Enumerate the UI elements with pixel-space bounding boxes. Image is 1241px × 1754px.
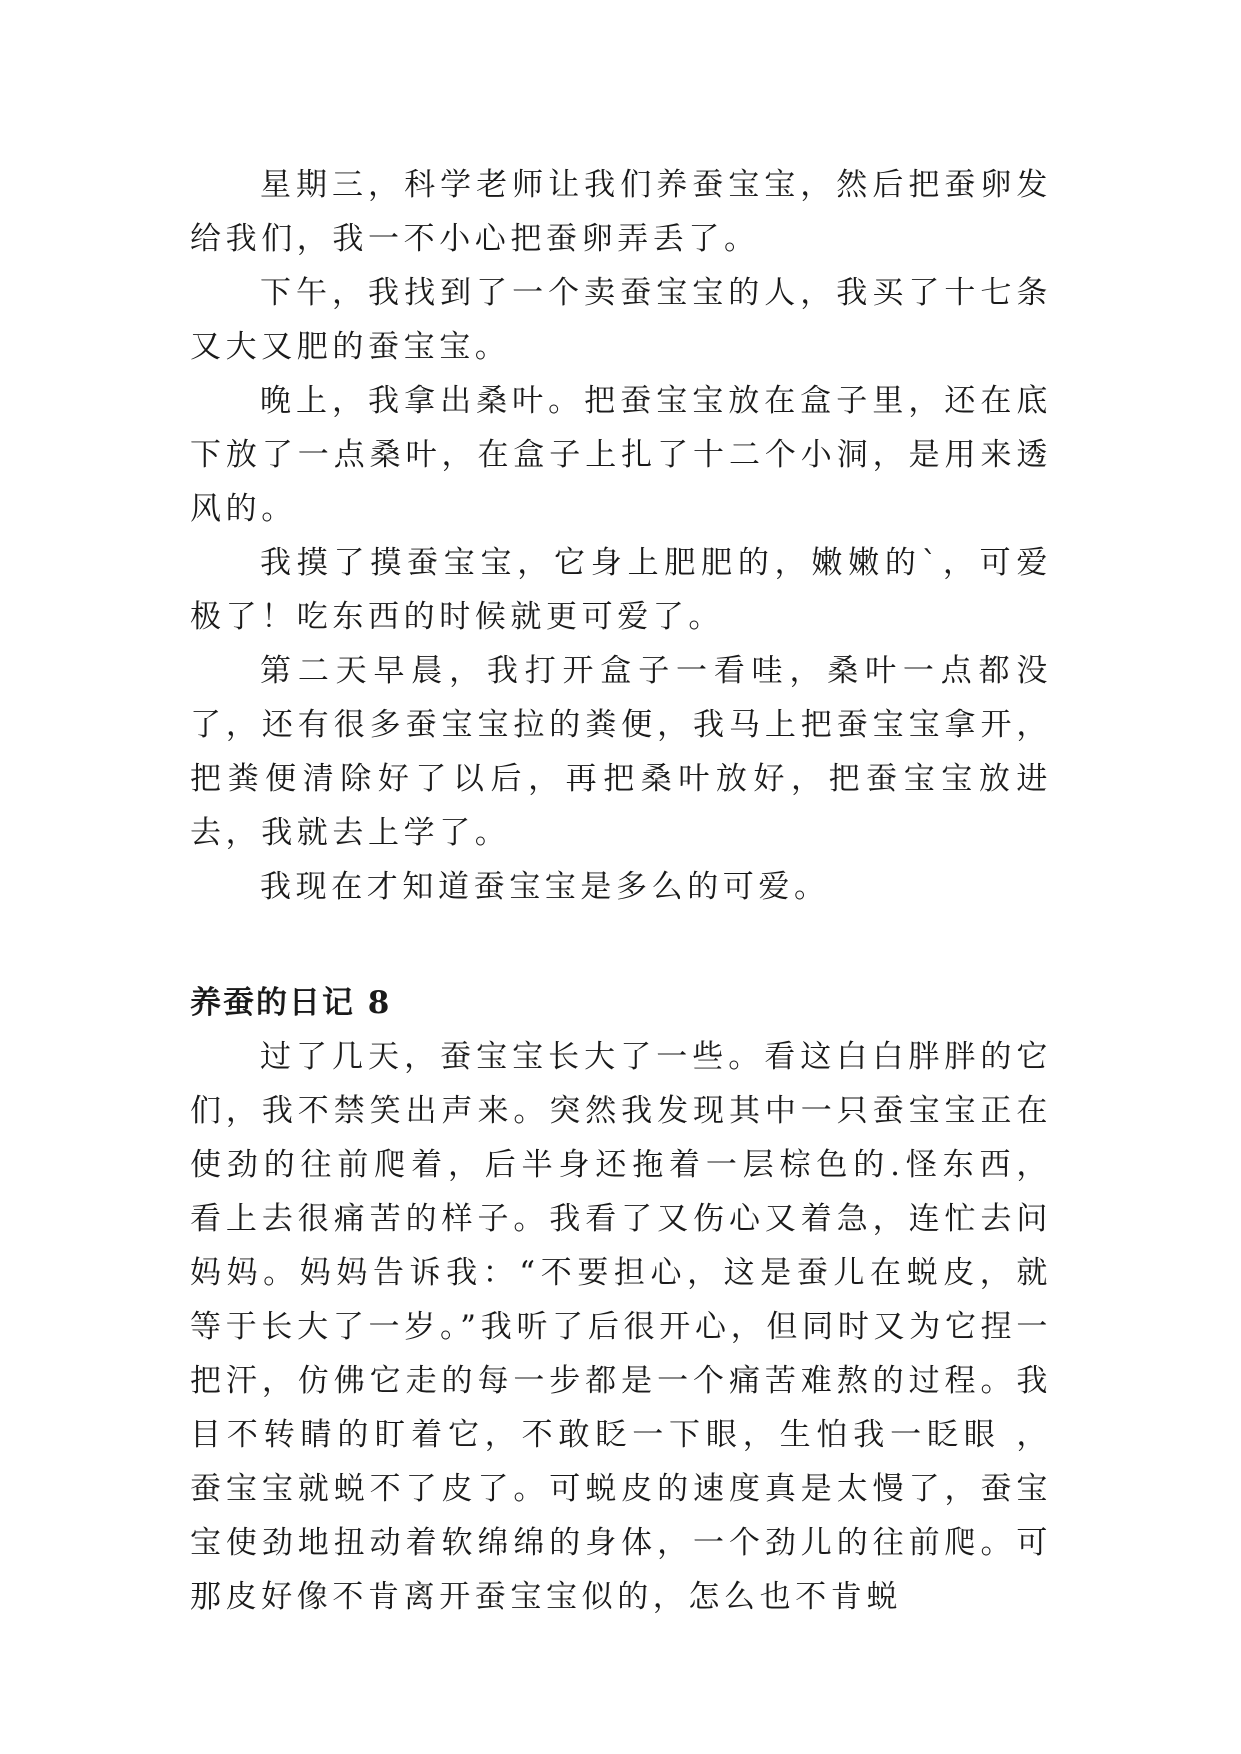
paragraph: 过了几天，蚕宝宝长大了一些。看这白白胖胖的它们，我不禁笑出声来。突然我发现其中一只蚕宝宝正在使劲的往前爬着，后半身还拖着一层棕色的.怪东西，看上去很痛苦的样子。我看了又伤心又着急，连忙去问妈妈。妈妈告诉我：“不要担心，这是蚕儿在蜕皮，就等于长大了一岁。”我听了后很开心，但同时又为它捏一把汗，仿佛它走的每一步都是一个痛苦难熬的过程。我目不转睛的盯着它，不敢眨一下眼，生怕我一眨眼 ，蚕宝宝就蜕不了皮了。可蜕皮的速度真是太慢了，蚕宝宝使劲地扭动着软绵绵的身体，一个劲儿的往前爬。可那皮好像不肯离开蚕宝宝似的，怎么也不肯蜕 <box>190 1039 1052 1615</box>
document-page <box>190 158 1052 1624</box>
paragraph: 星期三，科学老师让我们养蚕宝宝，然后把蚕卵发给我们，我一不小心把蚕卵弄丢了。 <box>190 167 1052 257</box>
paragraph: 第二天早晨，我打开盒子一看哇，桑叶一点都没了，还有很多蚕宝宝拉的粪便，我马上把蚕宝宝拿开，把粪便清除好了以后，再把桑叶放好，把蚕宝宝放进去，我就去上学了。 <box>190 653 1052 851</box>
paragraph: 晚上，我拿出桑叶。把蚕宝宝放在盒子里，还在底下放了一点桑叶，在盒子上扎了十二个小洞，是用来透风的。 <box>190 383 1052 527</box>
paragraph: 我现在才知道蚕宝宝是多么的可爱。 <box>260 869 830 905</box>
paragraph: 下午，我找到了一个卖蚕宝宝的人，我买了十七条又大又肥的蚕宝宝。 <box>190 275 1052 365</box>
section-spacer <box>190 914 1052 976</box>
paragraph: 我摸了摸蚕宝宝，它身上肥肥的，嫩嫩的`，可爱极了！吃东西的时候就更可爱了。 <box>190 545 1052 635</box>
diary-entry-title: 养蚕的日记 8 <box>190 985 392 1021</box>
